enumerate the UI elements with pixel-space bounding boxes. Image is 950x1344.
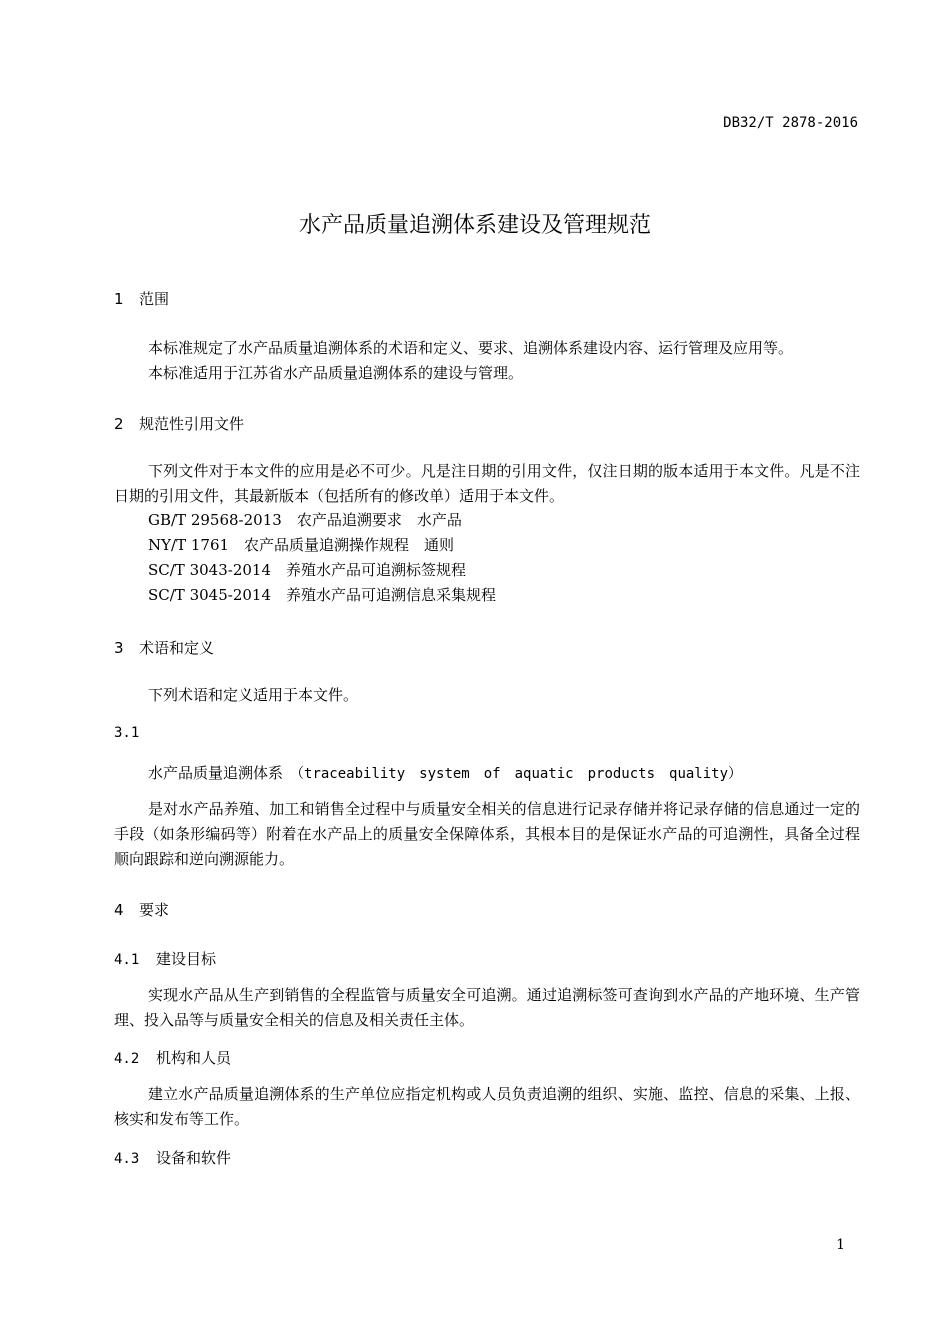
paragraph: 实现水产品从生产到销售的全程监管与质量安全可追溯。通过追溯标签可查询到水产品的产地环境、生产管理、投入品等与质量安全相关的信息及相关责任主体。 — [114, 986, 860, 1029]
reference-title: 养殖水产品可追溯标签规程 — [286, 561, 467, 579]
subsection-number: 3.1 — [114, 725, 140, 741]
paragraph: 建立水产品质量追溯体系的生产单位应指定机构或人员负责追溯的组织、实施、监控、信息的采集、上报、核实和发布等工作。 — [114, 1085, 860, 1128]
section-number: 1 — [114, 290, 124, 308]
section-1-heading — [114, 288, 169, 309]
reference-item — [148, 534, 454, 555]
paragraph: 本标准适用于江苏省水产品质量追溯体系的建设与管理。 — [148, 364, 524, 382]
term-definition: 是对水产品养殖、加工和销售全过程中与质量安全相关的信息进行记录存储并将记录存储的信息通过一定的手段（如条形编码等）附着在水产品上的质量安全保障体系，其根本目的是保证水产品的可追溯性，具备全过程顺向跟踪和逆向溯源能力。 — [114, 800, 860, 868]
subsection-number: 4.1 — [114, 952, 140, 968]
reference-title: 养殖水产品可追溯信息采集规程 — [286, 586, 497, 604]
subsection-4-1-heading — [114, 948, 216, 969]
term-chinese: 水产品质量追溯体系 — [148, 764, 284, 782]
reference-title: 农产品质量追溯操作规程 通则 — [244, 536, 455, 554]
reference-title: 农产品追溯要求 水产品 — [296, 511, 462, 529]
section-number: 4 — [114, 901, 124, 919]
section-3-heading — [114, 637, 214, 658]
page-number: 1 — [836, 1237, 845, 1253]
subsection-title: 建设目标 — [156, 950, 217, 968]
term-english: （traceability system of aquatic products quality） — [290, 766, 743, 782]
subsection-number: 4.2 — [114, 1051, 140, 1067]
section-number: 3 — [114, 639, 124, 657]
reference-item — [148, 509, 462, 530]
reference-code: GB/T 29568-2013 — [148, 511, 282, 529]
reference-code: NY/T 1761 — [148, 536, 230, 554]
subsection-title: 设备和软件 — [156, 1149, 232, 1167]
reference-code: SC/T 3043-2014 — [148, 561, 271, 579]
section-4-heading — [114, 899, 169, 920]
paragraph: 本标准规定了水产品质量追溯体系的术语和定义、要求、追溯体系建设内容、运行管理及应用等。 — [148, 339, 794, 357]
subsection-number: 4.3 — [114, 1151, 140, 1167]
reference-item — [148, 559, 466, 580]
subsection-4-3-heading — [114, 1147, 231, 1168]
section-2-heading — [114, 413, 244, 434]
subsection-title: 机构和人员 — [156, 1049, 232, 1067]
section-title: 术语和定义 — [139, 639, 215, 657]
document-title: 水产品质量追溯体系建设及管理规范 — [298, 213, 651, 238]
subsection-4-2-heading — [114, 1047, 231, 1068]
paragraph: 下列术语和定义适用于本文件。 — [148, 686, 359, 704]
term-entry — [148, 762, 742, 783]
reference-item — [148, 584, 496, 605]
section-number: 2 — [114, 415, 124, 433]
section-title: 范围 — [139, 290, 170, 308]
reference-code: SC/T 3045-2014 — [148, 586, 271, 604]
paragraph: 下列文件对于本文件的应用是必不可少。凡是注日期的引用文件，仅注日期的版本适用于本文件。凡是不注日期的引用文件，其最新版本（包括所有的修改单）适用于本文件。 — [114, 462, 860, 505]
section-title: 规范性引用文件 — [139, 415, 245, 433]
document-number: DB32/T 2878-2016 — [723, 115, 858, 131]
section-title: 要求 — [139, 901, 170, 919]
